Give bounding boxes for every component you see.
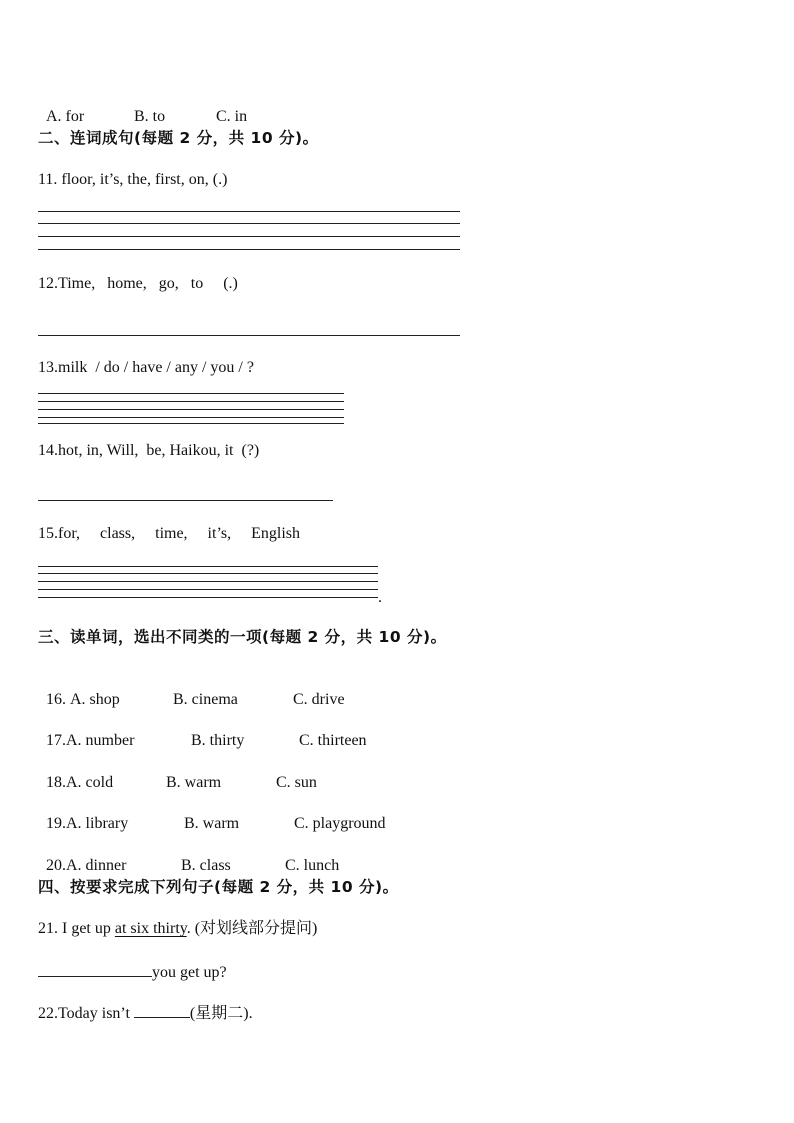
question-number: 16. <box>46 691 70 708</box>
question-21-answer <box>38 961 227 983</box>
option-b: B. to <box>134 108 166 125</box>
answer-line <box>38 417 344 418</box>
question-number: 20. <box>46 857 66 874</box>
question-21-text: 21. I get up <box>38 920 115 937</box>
answer-line <box>38 581 378 582</box>
option-a: A. for <box>46 108 85 125</box>
option-b: B. cinema <box>173 691 238 708</box>
option-c: C. thirteen <box>299 732 367 749</box>
question-22-hint: (星期二). <box>189 1005 253 1022</box>
answer-line <box>38 589 378 590</box>
option-a: A. library <box>66 815 129 832</box>
section-3-title: 三、读单词，选出不同类的一项(每题 2 分，共 10 分)。 <box>38 628 447 646</box>
answer-line <box>38 423 344 424</box>
section-2-title: 二、连词成句(每题 2 分，共 10 分)。 <box>38 129 319 147</box>
question-12: 12.Time, home, go, to (.) <box>38 275 238 292</box>
question-15-period: . <box>378 589 382 606</box>
question-20 <box>38 836 339 876</box>
question-11: 11. floor, it’s, the, first, on, (.) <box>38 171 228 188</box>
question-19 <box>38 794 386 834</box>
question-15: 15.for, class, time, it’s, English <box>38 525 301 542</box>
option-b: B. warm <box>166 774 222 791</box>
question-number: 18. <box>46 774 66 791</box>
question-21 <box>38 919 317 939</box>
question-number: 19. <box>46 815 66 832</box>
question-21-instruction: . (对划线部分提问) <box>186 920 318 937</box>
question-16 <box>38 670 345 710</box>
section-4-title: 四、按要求完成下列句子(每题 2 分，共 10 分)。 <box>38 878 399 896</box>
answer-line <box>38 236 460 237</box>
answer-line <box>38 223 460 224</box>
answer-line <box>38 597 378 598</box>
option-c: C. playground <box>294 815 386 832</box>
answer-line <box>38 249 460 250</box>
answer-line <box>38 211 460 212</box>
option-b: B. thirty <box>191 732 245 749</box>
answer-blank[interactable] <box>38 961 152 977</box>
question-18 <box>38 753 317 793</box>
answer-tail: you get up? <box>152 964 227 981</box>
option-a: A. dinner <box>66 857 127 874</box>
question-13: 13.milk / do / have / any / you / ? <box>38 359 254 376</box>
answer-line <box>38 393 344 394</box>
question-number: 17. <box>46 732 66 749</box>
question-22 <box>38 1002 253 1024</box>
option-c: C. in <box>216 108 248 125</box>
answer-line <box>38 500 333 501</box>
option-a: A. number <box>66 732 135 749</box>
answer-line <box>38 573 378 574</box>
question-14: 14.hot, in, Will, be, Haikou, it (?) <box>38 442 260 459</box>
option-c: C. lunch <box>285 857 340 874</box>
answer-line <box>38 409 344 410</box>
answer-line <box>38 401 344 402</box>
option-c: C. sun <box>276 774 317 791</box>
answer-line <box>38 335 460 336</box>
option-a: A. cold <box>66 774 114 791</box>
answer-blank[interactable] <box>134 1002 190 1018</box>
option-c: C. drive <box>293 691 345 708</box>
question-22-text: 22.Today isn’t <box>38 1005 134 1022</box>
option-a: A. shop <box>70 691 120 708</box>
option-b: B. warm <box>184 815 240 832</box>
question-17 <box>38 711 367 751</box>
underlined-phrase: at six thirty <box>114 920 187 937</box>
q10-options <box>38 87 247 127</box>
option-b: B. class <box>181 857 231 874</box>
answer-line <box>38 566 378 567</box>
